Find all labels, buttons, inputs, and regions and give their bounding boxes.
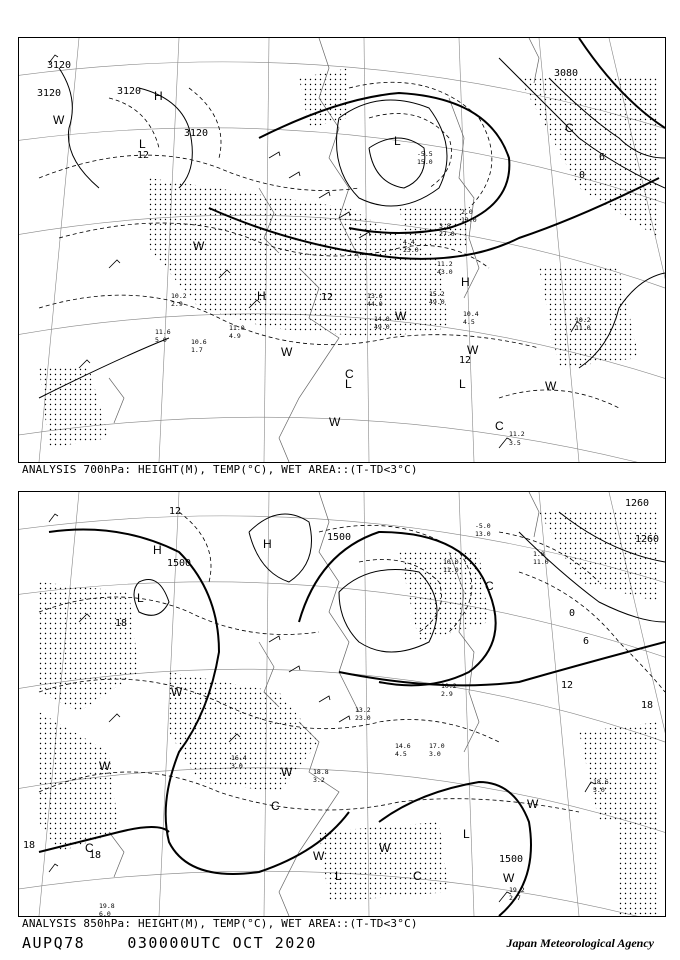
chart-identifier — [22, 934, 317, 952]
station-plot — [429, 290, 445, 306]
station-plot — [191, 338, 207, 354]
low-center: L — [345, 377, 352, 391]
svg-text:3.5: 3.5 — [509, 439, 521, 447]
svg-text:11.0: 11.0 — [229, 324, 245, 332]
station-plot — [171, 292, 187, 308]
svg-text:19.8: 19.8 — [99, 902, 115, 910]
warm-marker: W — [99, 759, 111, 773]
svg-text:13.6: 13.6 — [367, 292, 383, 300]
warm-marker: W — [527, 797, 539, 811]
high-center: H — [263, 537, 272, 551]
station-plot — [441, 682, 457, 698]
svg-text:14.0: 14.0 — [374, 315, 390, 323]
warm-marker: W — [395, 309, 407, 323]
high-center: H — [257, 289, 266, 303]
svg-text:3.2: 3.2 — [313, 776, 325, 784]
temp-label: 12 — [137, 150, 150, 161]
svg-text:-5.5: -5.5 — [417, 150, 433, 158]
svg-text:2.0: 2.0 — [461, 208, 473, 216]
caption-700hpa: ANALYSIS 700hPa: HEIGHT(M), TEMP(°C), WET AREA::(T-TD<3°C) — [22, 463, 418, 476]
station-plot — [463, 310, 479, 326]
low-center: L — [394, 134, 401, 148]
cold-marker: C — [85, 841, 94, 855]
station-plot — [229, 324, 245, 340]
svg-text:11.0: 11.0 — [533, 558, 549, 566]
warm-marker: W — [313, 849, 325, 863]
svg-text:10.0: 10.0 — [443, 558, 459, 566]
svg-text:11.0: 11.0 — [443, 566, 459, 574]
svg-text:1.7: 1.7 — [191, 346, 203, 354]
warm-marker: W — [329, 415, 341, 429]
low-center: L — [137, 591, 144, 605]
station-plot — [367, 292, 383, 308]
height-label: 3120 — [37, 88, 62, 99]
svg-text:15.0: 15.0 — [417, 158, 433, 166]
svg-text:49.0: 49.0 — [429, 298, 445, 306]
svg-text:11.2: 11.2 — [437, 260, 453, 268]
temp-label: 12 — [561, 680, 574, 691]
svg-text:49.0: 49.0 — [374, 323, 390, 331]
station-plot — [155, 328, 171, 344]
analysis-700hpa-chart — [18, 37, 666, 463]
temp-label: 12 — [321, 292, 334, 303]
station-plot — [395, 742, 411, 758]
svg-text:17.0: 17.0 — [429, 742, 445, 750]
svg-text:3.0: 3.0 — [231, 762, 243, 770]
station-plot — [429, 742, 445, 758]
temp-label: 6 — [583, 636, 590, 647]
svg-text:13.0: 13.0 — [461, 216, 477, 224]
analysis-850hpa-chart — [18, 491, 666, 917]
height-label: 1500 — [167, 558, 192, 569]
cold-marker: C — [495, 419, 504, 433]
height-label: 3120 — [47, 60, 72, 71]
temp-label: 12 — [459, 355, 472, 366]
temp-label: 12 — [169, 506, 182, 517]
height-label: 1500 — [499, 854, 524, 865]
low-center: L — [335, 869, 342, 883]
station-plot — [313, 768, 329, 784]
svg-text:27.0: 27.0 — [439, 230, 455, 238]
station-plot — [417, 150, 433, 166]
temp-label: 18 — [115, 618, 128, 629]
svg-text:10.2: 10.2 — [575, 316, 591, 324]
svg-text:10.6: 10.6 — [191, 338, 207, 346]
svg-text:2.9: 2.9 — [441, 690, 453, 698]
agency-credit: Japan Meteorological Agency — [506, 936, 654, 950]
height-label: 1500 — [327, 532, 352, 543]
high-center: H — [154, 89, 163, 103]
height-label: 3120 — [117, 86, 142, 97]
svg-text:3.0: 3.0 — [429, 750, 441, 758]
temp-label: 18 — [641, 700, 654, 711]
high-center: H — [153, 543, 162, 557]
low-center: L — [139, 137, 146, 151]
warm-marker: W — [171, 685, 183, 699]
warm-marker: W — [53, 113, 65, 127]
cold-marker: C — [345, 367, 354, 381]
warm-marker: W — [193, 239, 205, 253]
svg-text:14.6: 14.6 — [395, 742, 411, 750]
height-label: 1260 — [625, 498, 650, 509]
height-label: 3080 — [554, 68, 579, 79]
svg-text:10.2: 10.2 — [441, 682, 457, 690]
wet-area — [39, 512, 659, 916]
svg-text:10.2: 10.2 — [171, 292, 187, 300]
temp-label: 18 — [23, 840, 36, 851]
station-plot — [99, 902, 115, 916]
svg-text:18.8: 18.8 — [313, 768, 329, 776]
svg-text:4.5: 4.5 — [463, 318, 475, 326]
cold-marker: C — [565, 121, 574, 135]
warm-marker: W — [545, 379, 557, 393]
svg-text:4.9: 4.9 — [229, 332, 241, 340]
station-plot — [355, 706, 371, 722]
svg-text:6.0: 6.0 — [99, 910, 111, 916]
svg-text:11.0: 11.0 — [575, 324, 591, 332]
cold-marker: C — [413, 869, 422, 883]
svg-text:11.2: 11.2 — [509, 430, 525, 438]
warm-marker: W — [281, 345, 293, 359]
chart-datetime: 030000UTC OCT 2020 — [127, 934, 317, 952]
svg-text:19.2: 19.2 — [509, 886, 525, 894]
svg-text:4.5: 4.5 — [395, 750, 407, 758]
svg-text:43.0: 43.0 — [437, 268, 453, 276]
svg-text:13.2: 13.2 — [355, 706, 371, 714]
svg-text:44.0: 44.0 — [367, 300, 383, 308]
height-label: 3120 — [184, 128, 209, 139]
warm-marker: W — [281, 765, 293, 779]
station-plot — [443, 558, 459, 574]
warm-marker: W — [467, 343, 479, 357]
svg-text:23.0: 23.0 — [355, 714, 371, 722]
cold-marker: C — [485, 579, 494, 593]
temp-label: 0 — [569, 608, 576, 619]
station-plot — [475, 522, 491, 538]
svg-text:13.0: 13.0 — [475, 530, 491, 538]
station-plot — [575, 316, 591, 332]
temp-label: 18 — [89, 850, 102, 861]
warm-marker: W — [503, 871, 515, 885]
temp-label: 6 — [599, 152, 606, 163]
svg-text:10.4: 10.4 — [463, 310, 479, 318]
station-plot — [461, 208, 477, 224]
svg-text:2.7: 2.7 — [509, 894, 521, 902]
svg-text:-5.0: -5.0 — [475, 522, 491, 530]
svg-text:18.6: 18.6 — [593, 778, 609, 786]
low-center: L — [459, 377, 466, 391]
height-label: 1260 — [635, 534, 660, 545]
svg-text:11.6: 11.6 — [155, 328, 171, 336]
svg-text:3.8: 3.8 — [439, 222, 451, 230]
low-center: L — [463, 827, 470, 841]
svg-text:1.8: 1.8 — [533, 550, 545, 558]
caption-850hpa: ANALYSIS 850hPa: HEIGHT(M), TEMP(°C), WET AREA::(T-TD<3°C) — [22, 917, 418, 930]
svg-text:4.4: 4.4 — [403, 238, 415, 246]
svg-text:2.9: 2.9 — [171, 300, 183, 308]
station-plot — [509, 886, 525, 902]
svg-text:23.0: 23.0 — [403, 246, 419, 254]
warm-marker: W — [379, 841, 391, 855]
cold-marker: C — [271, 799, 280, 813]
chart-code: AUPQ78 — [22, 934, 86, 952]
svg-text:5.0: 5.0 — [155, 336, 167, 344]
high-center: H — [461, 275, 470, 289]
svg-text:15.2: 15.2 — [429, 290, 445, 298]
svg-text:16.4: 16.4 — [231, 754, 247, 762]
temp-label: 0 — [579, 170, 586, 181]
station-plot — [533, 550, 549, 566]
station-plot — [437, 260, 453, 276]
svg-text:5.0: 5.0 — [593, 786, 605, 794]
station-plot — [374, 315, 390, 331]
